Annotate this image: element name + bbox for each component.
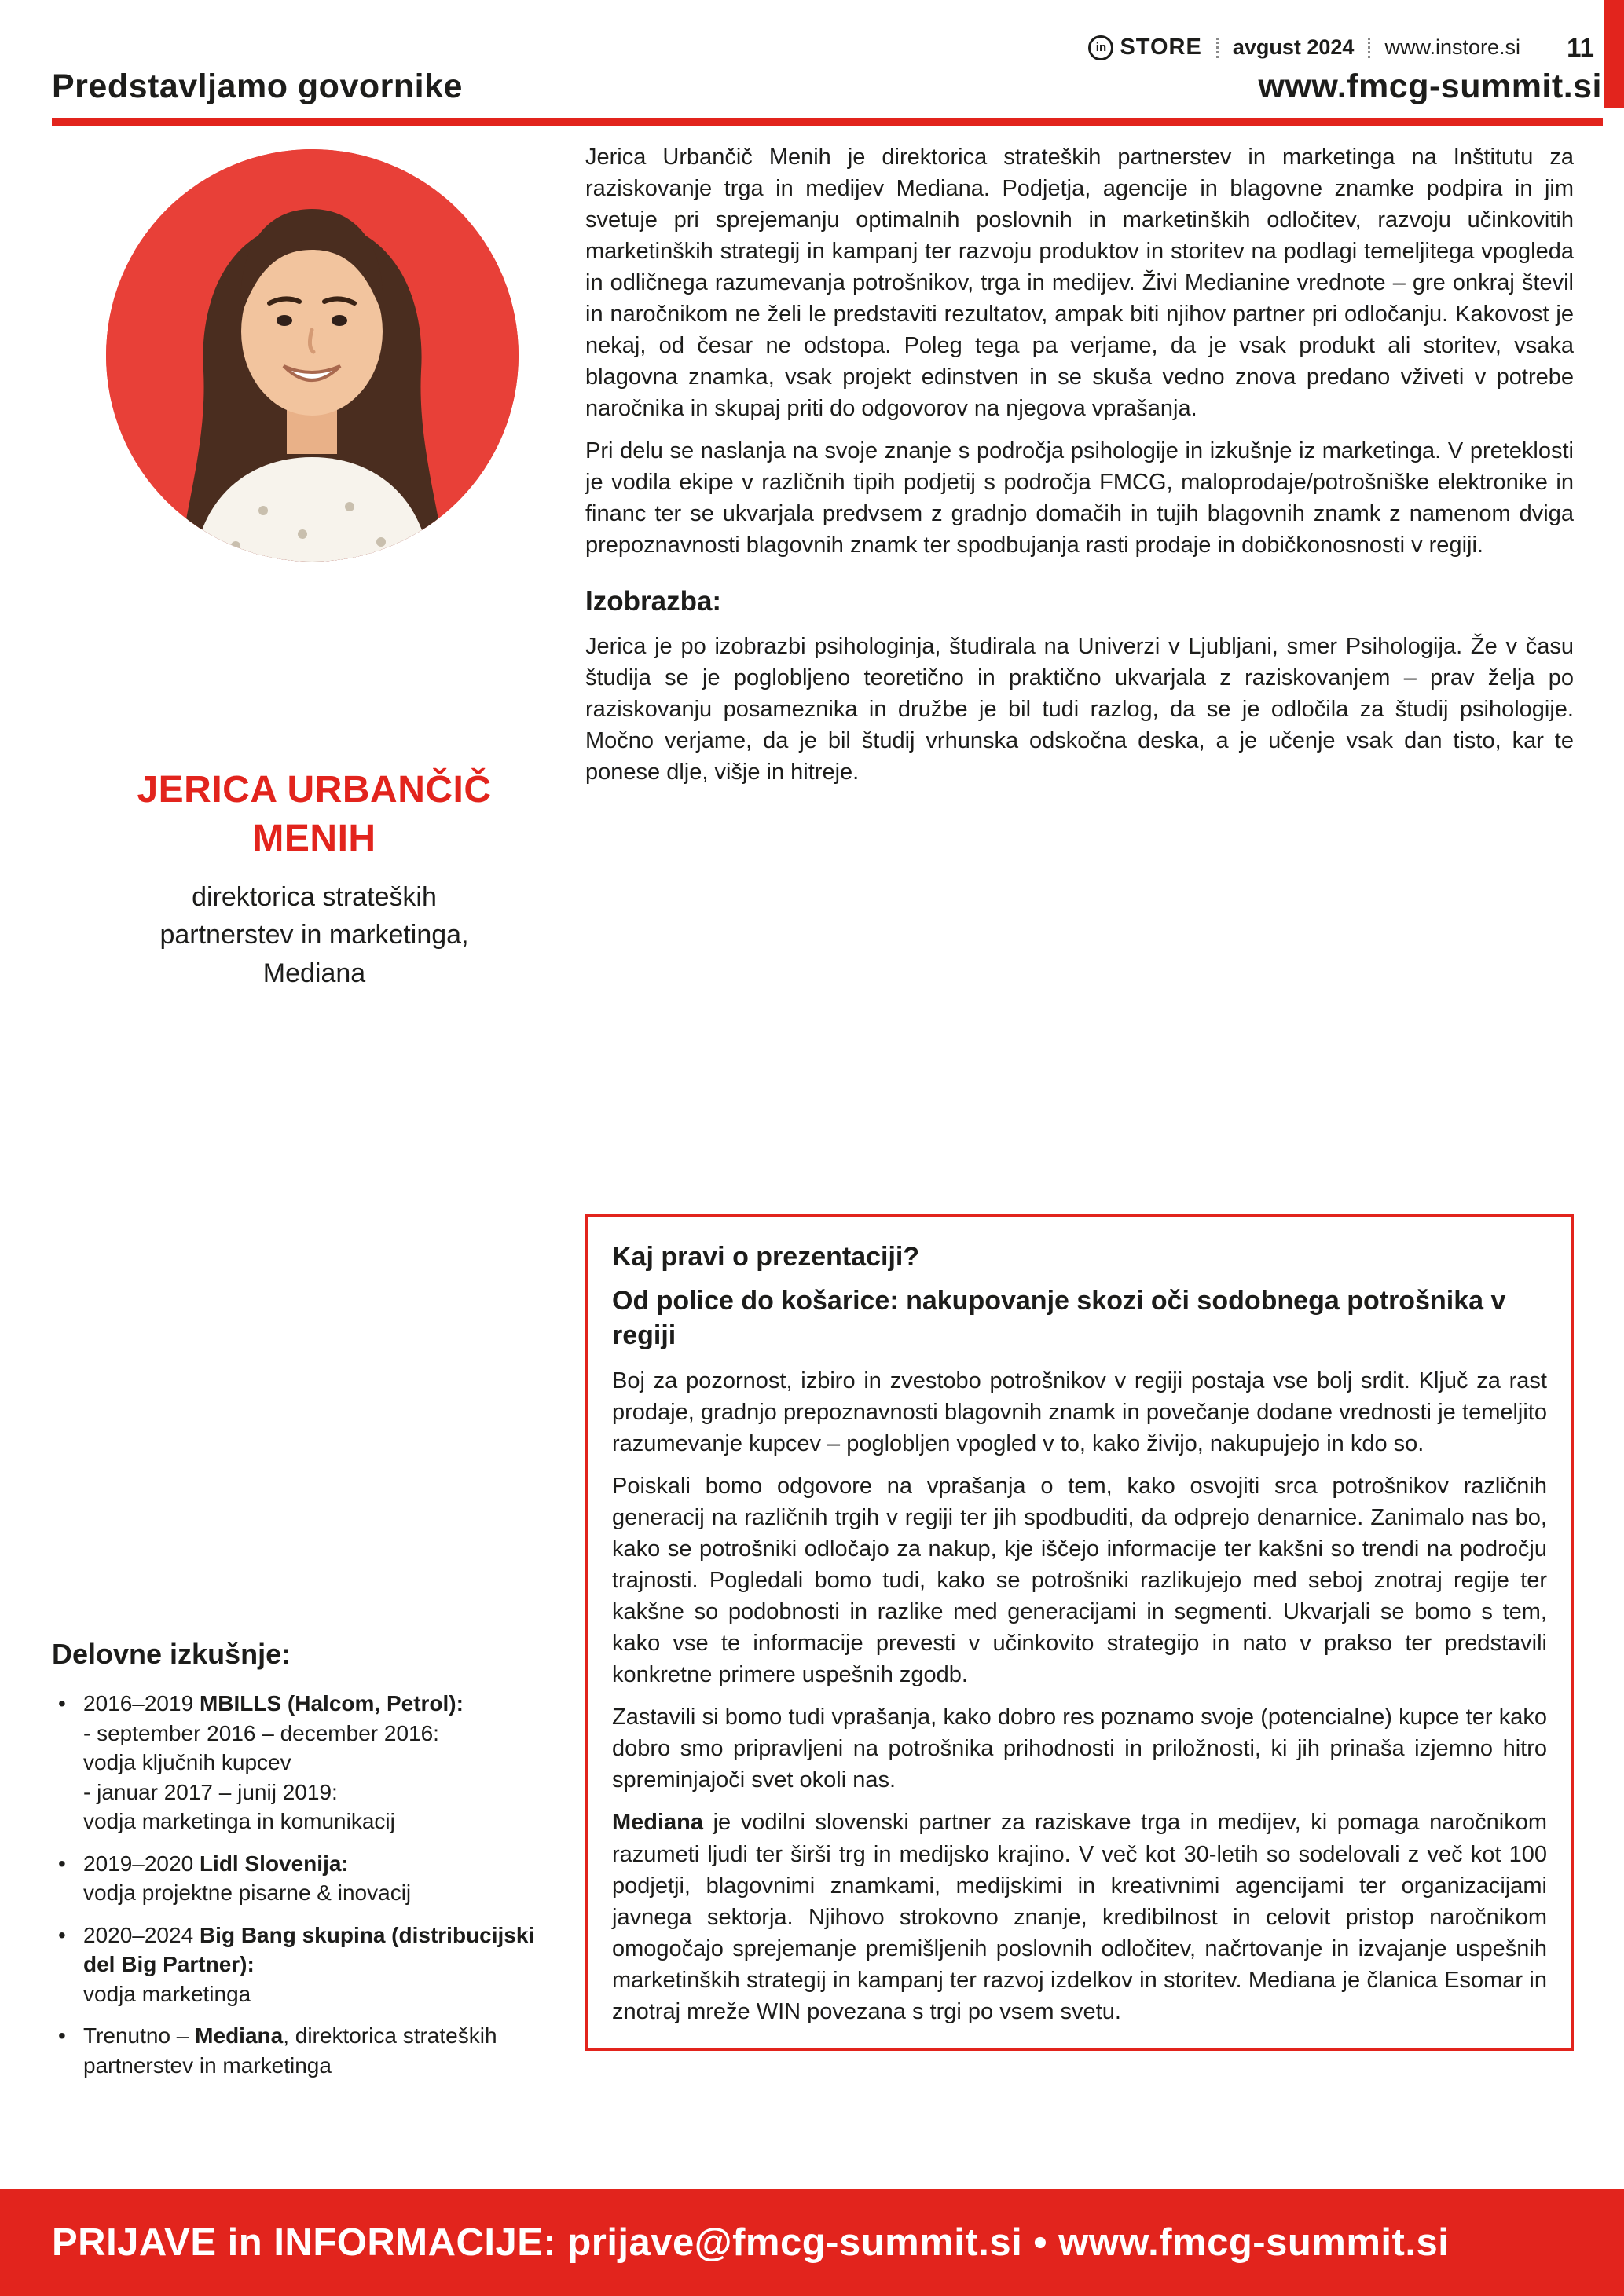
bio-paragraph: Jerica Urbančič Menih je direktorica strateških partnerstev in marketinga na Inštitutu za raziskovanje trga in medijev Mediana. Podjetja, agencije in blagovne znamke podpira in jim svetuje pri sprejemanju optimalnih poslovnih in marketinških odločitev, razvoju učinkovitih marketinških strategij in kampanj ter razvoju produktov in storitev na podlagi temeljitega vpogleda in odličnega razumevanja potrošnikov, trga in medijev. Živi Medianine vrednote – gre onkraj števil in naročnikom ne želi le predstaviti rezultatov, ampak biti njihov partner pri odločanju. Kakovost je nekaj, od česar ne odstopa. Poleg tega pa verjame, da je vsak produkt ali storitev, vsaka blagovna znamka, vsak projekt edinstven in se skuša vedno znova predano vživeti v potrebe naročnika in skupaj priti do odgovorov na njegova vprašanja. [585, 145, 1574, 422]
issue-date: avgust 2024 [1232, 35, 1355, 59]
registration-footer [0, 2189, 1624, 2296]
section-title: Predstavljamo govornike [52, 68, 463, 105]
bio-paragraph: Pri delu se naslanja na svoje znanje s področja psihologije in izkušnje iz marketinga. V preteklosti je vodila ekipe v različnih tipih podjetij s področja FMCG, maloprodaje/potrošniške elektronike in financ ter se ukvarjala predvsem z gradnjo domačih in tujih blagovnih znamk z namenom dviga prepoznavnosti blagovnih znamk ter spodbujanja rasti prodaje in dobičkonosnosti v regiji. [585, 438, 1574, 558]
experience-item-title: 2020–2024 Big Bang skupina (distribucijski del Big Partner): [83, 1922, 535, 1977]
registration-footer-text: PRIJAVE in INFORMACIJE: prijave@fmcg-summit.si • www.fmcg-summit.si [52, 2221, 1450, 2264]
presentation-box [585, 1214, 1574, 2051]
experience-item-title: 2016–2019 MBILLS (Halcom, Petrol): [83, 1691, 464, 1716]
speaker-name [79, 766, 550, 864]
portrait-illustration [106, 149, 519, 562]
summit-website: www.fmcg-summit.si [1258, 68, 1602, 105]
presentation-paragraph-mediana [612, 1807, 1547, 2027]
experience-list [52, 1689, 547, 2080]
education-paragraph: Jerica je po izobrazbi psihologinja, študirala na Univerzi v Ljubljani, smer Psihologija. Že v času študija se je poglobljeno teoretično in praktično ukvarjala z raziskovanjem – prav želja po raziskovanju posameznika in družbe je bil tudi razlog, da se je odločila za študij psihologije. Močno verjame, da je bil študij vrhunska odskočna deska, a je učenje vsak dan tisto, kar te ponese dlje, višje in hitreje. [585, 633, 1574, 785]
masthead [1088, 35, 1520, 60]
presentation-question-heading: Kaj pravi o prezentaciji? [612, 1242, 920, 1272]
brand-name: STORE [1120, 35, 1202, 60]
speaker-name-line2: MENIH [252, 818, 376, 860]
presentation-paragraph: Boj za pozornost, izbiro in zvestobo potrošnikov v regiji postaja vse bolj srdit. Ključ za rast prodaje, gradnjo prepoznavnosti blagovnih znamk in povečanje dodane vrednosti je temeljito razumevanje kupcev – poglobljen vpogled v to, kako živijo, nakupujejo in kdo so. [612, 1368, 1547, 1457]
speaker-role: direktorica strateških partnerstev in marketinga, Mediana [159, 882, 469, 988]
presentation-title: Od police do košarice: nakupovanje skozi oči sodobnega potrošnika v regiji [612, 1285, 1506, 1351]
mediana-bold: Mediana [612, 1810, 704, 1836]
experience-item [52, 1921, 547, 2009]
experience-item-title: 2019–2020 Lidl Slovenija: [83, 1851, 349, 1876]
experience-item-line: vodja marketinga in komunikacij [83, 1809, 395, 1834]
experience-item-line: - januar 2017 – junij 2019: [83, 1779, 338, 1804]
red-rule [52, 118, 1603, 126]
magazine-website: www.instore.si [1384, 35, 1520, 59]
experience-item-line: vodja marketinga [83, 1981, 251, 2006]
dotted-separator [1216, 38, 1219, 58]
corner-accent-bar [1604, 0, 1624, 108]
experience-item-line: vodja ključnih kupcev [83, 1750, 291, 1775]
experience-item-line: vodja projektne pisarne & inovacij [83, 1880, 412, 1906]
experience-item [52, 1689, 547, 1836]
experience-item [52, 1849, 547, 1908]
biography-article [585, 141, 1574, 799]
mediana-rest: je vodilni slovenski partner za raziskave trga in medijev, ki pomaga naročnikom razumeti ljudi ter širši trg in medijsko krajino. V več kot 30-letih so sodelovali z več kot 100 podjetji, blagovnimi znamkami, medijskimi in kreativnimi agencijami ter organizacijami javnega sektorja. Njihovo strokovno znanje, kredibilnost in celovit pristop naročnikom omogočajo sprejemanje premišljenih poslovnih odločitev, načrtovanje in izvajanje uspešnih marketinških strategij in kampanj ter razvoj izdelkov in storitev. Mediana je članica Esomar in znotraj mreže WIN povezana s trgi po vsem svetu. [612, 1810, 1547, 2024]
speaker-photo [106, 149, 519, 562]
experience-item-title: Trenutno – Mediana, direktorica strateških partnerstev in marketinga [83, 2023, 497, 2078]
work-experience [52, 1635, 547, 2093]
instore-logo-icon: in [1088, 35, 1113, 60]
experience-heading: Delovne izkušnje: [52, 1638, 291, 1670]
education-heading: Izobrazba: [585, 586, 722, 617]
instore-logo [1088, 35, 1201, 60]
presentation-paragraph: Zastavili si bomo tudi vprašanja, kako dobro res poznamo svoje (potencialne) kupce ter kako dobro smo pripravljeni na potrošnika prihodnosti in priložnosti, ki jih prinaša izjemno hitro spreminjajoči svet okoli nas. [612, 1705, 1547, 1793]
page-number: 11 [1567, 33, 1594, 62]
experience-item-line: - september 2016 – december 2016: [83, 1720, 439, 1745]
presentation-paragraph: Poiskali bomo odgovore na vprašanja o tem, kako osvojiti srca potrošnikov različnih generacij na različnih trgih v regiji ter jih spodbuditi, da odprejo denarnice. Zanimalo nas bo, kako se potrošniki odločajo za nakup, kje iščejo informacije ter kakšni so trendi na področju trajnosti. Pogledali bomo tudi, kako se potrošniki razlikujejo med seboj znotraj regije ter kakšne so podobnosti in razlike med generacijami in segmenti. Ukvarjali se bomo s tem, kako vse te informacije prevesti v učinkovito strategijo in nato v prakso ter predstavili konkretne primere uspešnih zgodb. [612, 1474, 1547, 1688]
experience-item [52, 2021, 547, 2080]
dotted-separator [1368, 38, 1370, 58]
speaker-name-line1: JERICA URBANČIČ [137, 769, 492, 811]
